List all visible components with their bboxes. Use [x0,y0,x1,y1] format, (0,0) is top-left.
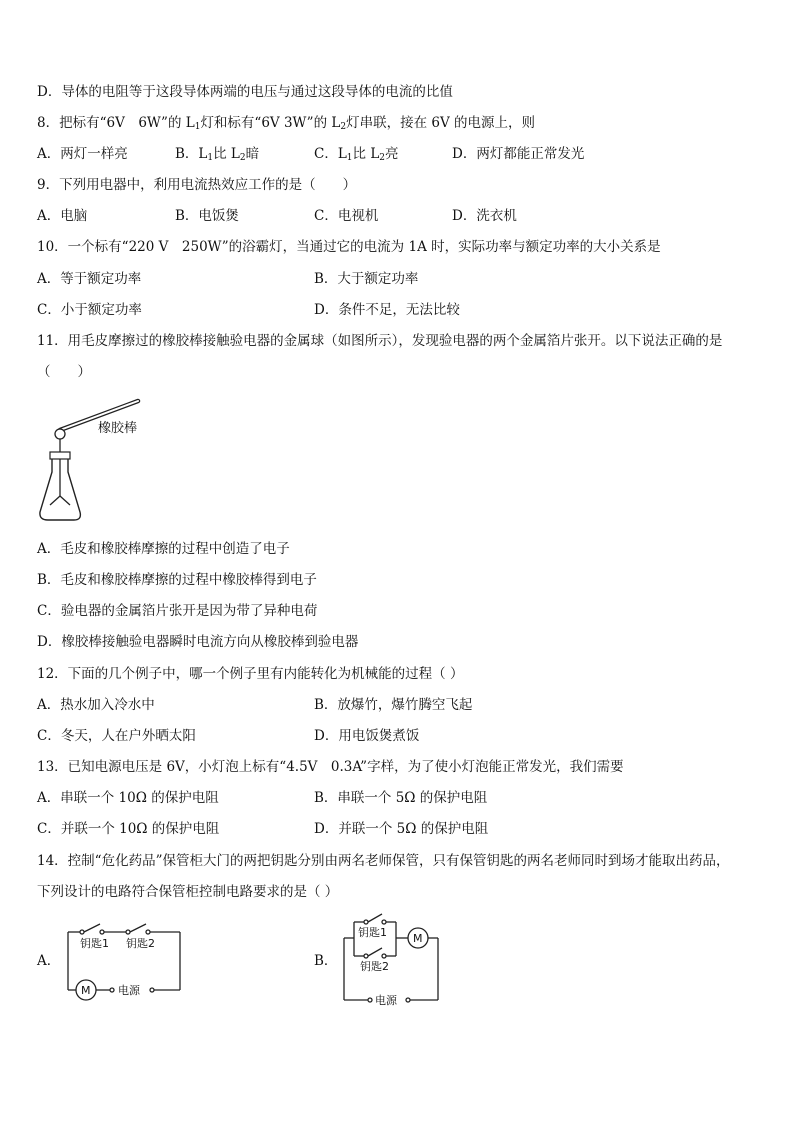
key2-label: 钥匙2 [360,960,389,973]
q14-stem-2: 下列设计的电路符合保管柜控制电路要求的是（ ） [37,884,339,900]
q11-stem: 11．用毛皮摩擦过的橡胶棒接触验电器的金属球（如图所示），发现验电器的两个金属箔片张开。以下说法正确的是 [37,333,723,349]
metal-ball [55,429,65,439]
q12-stem: 12．下面的几个例子中，哪一个例子里有内能转化为机械能的过程（ ） [37,666,464,682]
foil-right [60,496,70,505]
q8-option-c: C．$L_1$比 $L_2$亮 [314,146,399,163]
q10-option-d: D．条件不足，无法比较 [314,302,460,318]
q9-option-c: C．电视机 [314,208,379,224]
q10-option-c: C．小于额定功率 [37,302,142,318]
q13-stem: 13．已知电源电压是 6V，小灯泡上标有“4.5V 0.3A”字样，为了使小灯泡能正常发光，我们需要 [37,759,624,775]
q12-option-a: A．热水加入冷水中 [37,697,155,713]
q8-option-b: B．$L_1$比 $L_2$暗 [175,146,260,163]
q12-option-b: B．放爆竹，爆竹腾空飞起 [314,697,473,713]
q12-option-c: C．冬天，人在户外晒太阳 [37,728,196,744]
q11-option-d: D．橡胶棒接触验电器瞬时电流方向从橡胶棒到验电器 [37,634,359,650]
motor-label: M [413,932,423,945]
q8-stem: 8．把标有“6V 6W”的 $L_1$灯和标有“6V 3W”的 $L_2$灯串联，接在 6V 的电源上，则 [37,115,535,132]
q9-option-b: B．电饭煲 [175,208,239,224]
circuit-b-figure [338,906,444,1008]
power-label: 电源 [375,994,397,1007]
motor-label: M [81,984,91,997]
q13-option-c: C．并联一个 10Ω 的保护电阻 [37,821,220,837]
q14-stem: 14．控制“危化药品”保管柜大门的两把钥匙分别由两名老师保管，只有保管钥匙的两名老师同时到场才能取出药品， [37,853,730,869]
q10-option-b: B．大于额定功率 [314,271,419,287]
key1-label: 钥匙1 [358,926,387,939]
q7-option-d: D．导体的电阻等于这段导体两端的电压与通过这段导体的电流的比值 [37,84,453,100]
q13-option-a: A．串联一个 10Ω 的保护电阻 [37,790,219,806]
foil-left [50,496,60,505]
switch-2 [368,948,382,956]
q14-option-a: A． [37,953,61,969]
q13-option-b: B．串联一个 5Ω 的保护电阻 [314,790,488,806]
switch-1 [368,914,382,922]
q11-option-a: A．毛皮和橡胶棒摩擦的过程中创造了电子 [37,541,290,557]
q8-option-d: D．两灯都能正常发光 [452,146,585,162]
q12-option-d: D．用电饭煲煮饭 [314,728,420,744]
electroscope-figure [36,392,186,528]
q11-option-b: B．毛皮和橡胶棒摩擦的过程中橡胶棒得到电子 [37,572,317,588]
q9-option-a: A．电脑 [37,208,88,224]
key2-label: 钥匙2 [126,937,155,950]
q10-option-a: A．等于额定功率 [37,271,142,287]
stopper [50,452,70,459]
switch-1 [84,924,100,932]
q11-stem-paren: （ ） [37,364,91,380]
q8-option-a: A．两灯一样亮 [37,146,128,162]
power-label: 电源 [118,984,140,997]
q9-stem: 9．下列用电器中，利用电流热效应工作的是（ ） [37,177,357,193]
key1-label: 钥匙1 [80,937,109,950]
q9-option-d: D．洗衣机 [452,208,517,224]
q10-stem: 10．一个标有“220 V 250W”的浴霸灯，当通过它的电流为 1A 时，实际功率与额定功率的大小关系是 [37,239,661,255]
q11-option-c: C．验电器的金属箔片张开是因为带了异种电荷 [37,603,318,619]
circuit-a-figure [62,916,186,1002]
rubber-rod-label: 橡胶棒 [98,421,138,436]
switch-2 [130,924,146,932]
q13-option-d: D．并联一个 5Ω 的保护电阻 [314,821,489,837]
q14-option-b: B． [314,953,338,969]
